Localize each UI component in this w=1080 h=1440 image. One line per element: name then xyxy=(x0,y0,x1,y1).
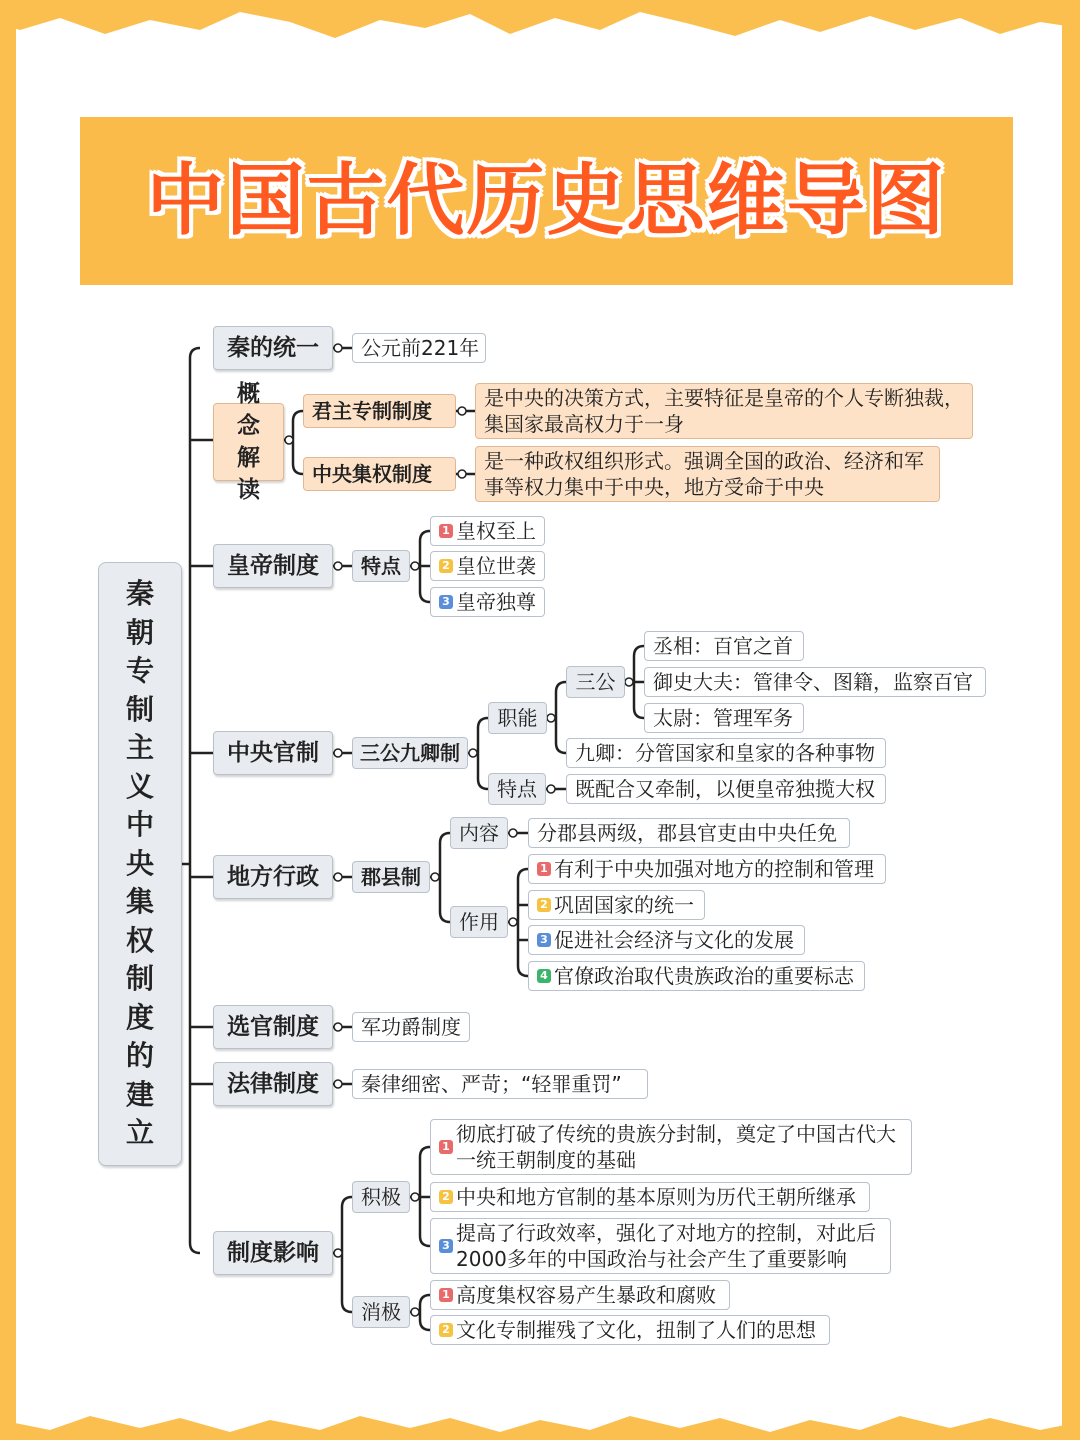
node-centralization: 中央集权制度 xyxy=(303,457,456,491)
node-monarchy: 君主专制制度 xyxy=(303,394,456,428)
node-law-system: 法律制度 xyxy=(213,1062,333,1106)
item-text: 皇位世袭 xyxy=(456,554,536,578)
node-nine-ministers: 九卿：分管国家和皇家的各种事物 xyxy=(566,738,886,768)
node-local-effect-item xyxy=(528,925,805,955)
number-badge: 2 xyxy=(537,898,551,912)
node-local-effect-item xyxy=(528,961,865,991)
node-central-officials: 中央官制 xyxy=(213,731,333,775)
node-emperor-system: 皇帝制度 xyxy=(213,544,333,588)
root-char: 制 xyxy=(125,962,154,996)
root-char: 建 xyxy=(125,1077,154,1111)
node-local-effect-item xyxy=(528,854,886,884)
root-char: 朝 xyxy=(125,615,154,649)
node-three-nine: 三公九卿制 xyxy=(352,737,468,769)
number-badge: 2 xyxy=(439,1190,453,1204)
number-badge: 1 xyxy=(439,524,453,538)
page-title: 中国古代历史思维导图 xyxy=(146,156,947,246)
node-emperor-item xyxy=(430,551,545,581)
item-text: 巩固国家的统一 xyxy=(554,893,694,917)
number-badge: 3 xyxy=(439,595,453,609)
number-badge: 2 xyxy=(439,559,453,573)
item-text: 提高了行政效率，强化了对地方的控制，对此后2000多年的中国政治与社会产生了重要影响 xyxy=(456,1221,876,1271)
node-negative: 消极 xyxy=(352,1296,410,1328)
root-char: 中 xyxy=(125,808,154,842)
item-text: 促进社会经济与文化的发展 xyxy=(554,928,794,952)
number-badge: 2 xyxy=(439,1323,453,1337)
node-local-content-text: 分郡县两级，郡县官吏由中央任免 xyxy=(528,818,850,848)
node-prefecture-county: 郡县制 xyxy=(352,861,430,893)
item-text: 官僚政治取代贵族政治的重要标志 xyxy=(554,964,854,988)
root-char: 的 xyxy=(125,1039,154,1073)
number-badge: 3 xyxy=(439,1239,453,1253)
number-badge: 1 xyxy=(439,1140,453,1154)
root-node xyxy=(98,562,182,1166)
node-positive-item xyxy=(430,1218,891,1274)
item-text: 彻底打破了传统的贵族分封制，奠定了中国古代大一统王朝制度的基础 xyxy=(456,1122,896,1172)
node-local-admin: 地方行政 xyxy=(213,855,333,899)
node-negative-item xyxy=(430,1315,830,1345)
item-text: 有利于中央加强对地方的控制和管理 xyxy=(554,857,874,881)
node-concept: 概念解读 xyxy=(213,403,284,481)
node-qin-unification: 秦的统一 xyxy=(213,326,333,370)
root-char: 权 xyxy=(125,923,154,957)
node-military-merit: 军功爵制度 xyxy=(352,1012,470,1042)
node-official-selection: 选官制度 xyxy=(213,1005,333,1049)
node-positive: 积极 xyxy=(352,1181,410,1213)
node-central-feature: 特点 xyxy=(488,773,546,805)
number-badge: 1 xyxy=(537,862,551,876)
node-emperor-item xyxy=(430,587,545,617)
root-char: 主 xyxy=(125,731,154,765)
item-text: 中央和地方官制的基本原则为历代王朝所继承 xyxy=(456,1185,856,1209)
number-badge: 1 xyxy=(439,1288,453,1302)
root-char: 义 xyxy=(125,769,154,803)
node-qin-date: 公元前221年 xyxy=(352,333,486,363)
number-badge: 3 xyxy=(537,933,551,947)
root-char: 央 xyxy=(125,846,154,880)
node-central-feature-text: 既配合又牵制，以便皇帝独揽大权 xyxy=(566,774,886,804)
node-influence: 制度影响 xyxy=(213,1231,333,1275)
node-local-effect: 作用 xyxy=(450,906,508,938)
node-positive-item xyxy=(430,1182,870,1212)
root-char: 立 xyxy=(125,1116,154,1150)
node-qin-law: 秦律细密、严苛；“轻罪重罚” xyxy=(352,1069,648,1099)
node-negative-item xyxy=(430,1280,730,1310)
node-local-effect-item xyxy=(528,890,705,920)
node-emperor-feature: 特点 xyxy=(352,550,410,582)
item-text: 文化专制摧残了文化，扭制了人们的思想 xyxy=(456,1318,816,1342)
root-char: 度 xyxy=(125,1000,154,1034)
node-taiwei: 太尉：管理军务 xyxy=(644,703,804,733)
item-text: 皇权至上 xyxy=(456,519,536,543)
node-emperor-item xyxy=(430,516,545,546)
root-char: 制 xyxy=(125,692,154,726)
number-badge: 4 xyxy=(537,969,551,983)
root-char: 集 xyxy=(125,885,154,919)
node-local-content: 内容 xyxy=(450,817,508,849)
node-positive-item xyxy=(430,1119,912,1175)
root-char: 秦 xyxy=(125,577,154,611)
root-char: 专 xyxy=(125,654,154,688)
node-three-dukes: 三公 xyxy=(566,666,625,698)
item-text: 高度集权容易产生暴政和腐败 xyxy=(456,1283,716,1307)
node-censor: 御史大夫：管律令、图籍，监察百官 xyxy=(644,667,986,697)
node-monarchy-desc: 是中央的决策方式，主要特征是皇帝的个人专断独裁，集国家最高权力于一身 xyxy=(475,383,973,439)
item-text: 皇帝独尊 xyxy=(456,590,536,614)
node-duty: 职能 xyxy=(488,702,547,734)
node-centralization-desc: 是一种政权组织形式。强调全国的政治、经济和军事等权力集中于中央，地方受命于中央 xyxy=(475,446,940,502)
node-chancellor: 丞相：百官之首 xyxy=(644,631,804,661)
